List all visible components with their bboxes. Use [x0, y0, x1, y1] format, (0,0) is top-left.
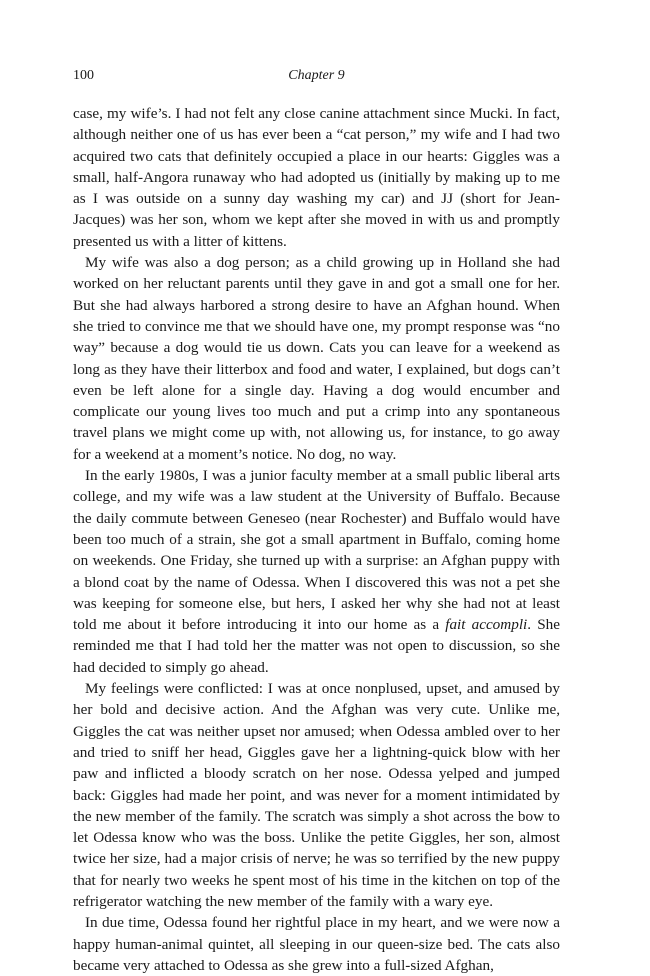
- paragraph-4: My feelings were conflicted: I was at once nonplused, upset, and amused by her bold and decisive action. And the Afghan was very cute. Unlike me, Giggles the cat was neither upset nor amused; when Odessa ambled over to her and tried to sniff her head, Giggles gave her a lightning-quick blow with her paw and inflicted a bloody scratch on her nose. Odessa yelped and jumped back: Giggles had made her point, and was never for a moment intimidated by the new member of the family. The scratch was simply a shot across the bow to let Odessa know who was the boss. Unlike the petite Giggles, her son, almost twice her size, had a major crisis of nerve; he was so terrified by the new puppy that for nearly two weeks he spent most of his time in the kitchen on top of the refrigerator watching the new member of the family with a wary eye.: [73, 680, 560, 910]
- running-head: [73, 68, 560, 88]
- paragraph-3: [73, 465, 560, 678]
- paragraph-1: case, my wife’s. I had not felt any close canine attachment since Mucki. In fact, although neither one of us has ever been a “cat person,” my wife and I had two acquired two cats that definitely occupied a place in our hearts: Giggles was a small, half-Angora runaway who had adopted us (initially by making up to me as I was outside on a sunny day washing my car) and JJ (short for Jean-Jacques) was her son, whom we kept after she moved in with us and promptly presented us with a litter of kittens.: [73, 105, 560, 250]
- paragraph-5: In due time, Odessa found her rightful place in my heart, and we were now a happy human-animal quintet, all sleeping in our queen-size bed. The cats also became very attached to Odessa as she grew into a full-sized Afghan,: [73, 914, 560, 974]
- paragraph-2: My wife was also a dog person; as a child growing up in Holland she had worked on her reluctant parents until they gave in and got a small one for her. But she had always harbored a strong desire to have an Afghan hound. When she tried to convince me that we should have one, my prompt response was “no way” because a dog would tie us down. Cats you can leave for a weekend as long as they have their litterbox and food and water, I explained, but dogs can’t even be left alone for a single day. Having a dog would encumber and complicate our young lives too much and put a crimp into any spontaneous travel plans we might come up with, not allowing us, for instance, to go away for a weekend at a moment’s notice. No dog, no way.: [73, 254, 560, 463]
- paragraph-3-italic-phrase: fait accompli: [445, 616, 528, 634]
- paragraph-3-text-b: . She reminded me that I had told her the matter was not open to discussion, so she had decided to simply go ahead.: [73, 616, 560, 676]
- chapter-title: Chapter 9: [288, 68, 345, 83]
- paragraph-3-text-a: In the early 1980s, I was a junior faculty member at a small public liberal arts college, and my wife was a law student at the University of Buffalo. Because the daily commute between Geneseo (near Rochester) and Buffalo would have been too much of a strain, she got a small apartment in Buffalo, coming home on weekends. One Friday, she turned up with a surprise: an Afghan puppy with a blond coat by the name of Odessa. When I discovered this was not a pet she was keeping for someone else, but hers, I asked her why she had not at least told me about it before introducing it into our home as a: [73, 467, 560, 634]
- page-number: 100: [73, 68, 94, 83]
- body-text: [73, 103, 560, 976]
